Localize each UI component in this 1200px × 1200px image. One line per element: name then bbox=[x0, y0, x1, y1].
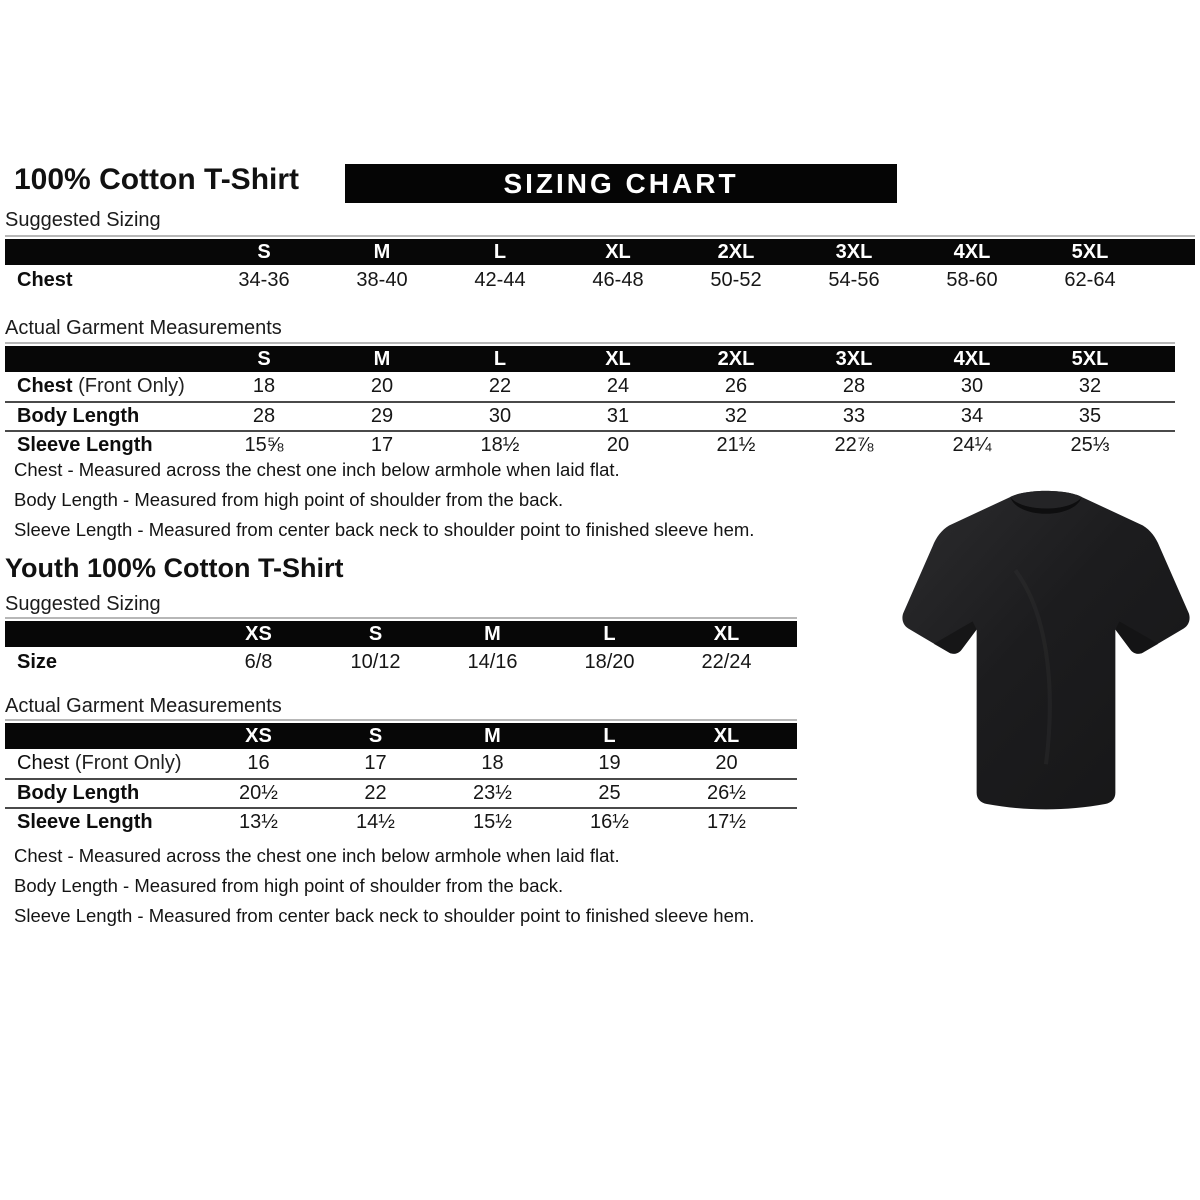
size-column-header: 4XL bbox=[953, 241, 991, 263]
table-cell: 31 bbox=[606, 404, 630, 427]
size-column-header: M bbox=[484, 725, 501, 747]
youth-body-length-row bbox=[5, 780, 797, 806]
size-column-header: S bbox=[257, 348, 271, 370]
table-cell: 30 bbox=[960, 374, 984, 397]
table-top-line bbox=[5, 342, 1175, 344]
table-cell: 24 bbox=[606, 374, 630, 397]
table-cell: 34-36 bbox=[238, 268, 290, 291]
table-cell: 28 bbox=[252, 404, 276, 427]
row-label: Size bbox=[17, 650, 58, 673]
adult-suggested-sizing-label: Suggested Sizing bbox=[5, 209, 161, 231]
table-cell: 35 bbox=[1078, 404, 1102, 427]
row-label: Sleeve Length bbox=[17, 811, 153, 833]
row-label: Chest bbox=[17, 374, 73, 397]
size-column-header: 3XL bbox=[835, 241, 873, 263]
sizing-chart-banner bbox=[345, 164, 897, 203]
table-cell: 24¼ bbox=[952, 434, 992, 456]
table-cell: 18 bbox=[252, 374, 276, 397]
measurement-note: Chest - Measured across the chest one inch below armhole when laid flat. bbox=[14, 845, 620, 866]
table-cell: 19 bbox=[598, 751, 621, 774]
table-cell: 32 bbox=[724, 404, 748, 427]
youth-suggested-header-bar bbox=[5, 621, 797, 647]
row-label: Body Length bbox=[17, 781, 140, 804]
youth-actual-header-row bbox=[5, 723, 797, 749]
table-cell: 18/20 bbox=[584, 650, 635, 673]
table-cell: 13½ bbox=[239, 811, 278, 833]
table-cell: 21½ bbox=[716, 434, 756, 456]
table-cell: 23½ bbox=[473, 781, 512, 804]
youth-suggested-header-row bbox=[5, 621, 797, 647]
size-column-header: S bbox=[368, 623, 383, 645]
table-cell: 42-44 bbox=[474, 268, 526, 291]
table-top-line bbox=[5, 617, 797, 619]
table-cell: 25⅓ bbox=[1070, 434, 1110, 456]
measurement-note: Sleeve Length - Measured from center back neck to shoulder point to finished sleeve hem. bbox=[14, 519, 755, 540]
table-cell: 20 bbox=[370, 374, 394, 397]
table-cell: 22⅞ bbox=[834, 434, 874, 456]
table-top-line bbox=[5, 235, 1195, 237]
adult-actual-header-bar bbox=[5, 346, 1175, 372]
size-column-header: L bbox=[493, 348, 507, 370]
size-column-header: 4XL bbox=[953, 348, 991, 370]
adult-sleeve-length-row bbox=[5, 432, 1175, 459]
adult-actual-header-row bbox=[5, 346, 1175, 372]
measurement-note: Sleeve Length - Measured from center back neck to shoulder point to finished sleeve hem. bbox=[14, 905, 755, 926]
table-cell: 26½ bbox=[707, 781, 746, 804]
table-cell: 14½ bbox=[356, 811, 395, 833]
size-column-header: L bbox=[603, 623, 616, 645]
size-column-header: 5XL bbox=[1071, 348, 1109, 370]
size-column-header: 3XL bbox=[835, 348, 873, 370]
youth-size-row bbox=[5, 648, 797, 676]
row-label-note: (Front Only) bbox=[74, 751, 182, 774]
table-cell: 54-56 bbox=[828, 268, 880, 291]
table-cell: 38-40 bbox=[356, 268, 408, 291]
row-label-note: (Front Only) bbox=[78, 374, 185, 397]
adult-body-length-row bbox=[5, 403, 1175, 429]
size-column-header: L bbox=[493, 241, 507, 263]
measurement-note: Chest - Measured across the chest one inch below armhole when laid flat. bbox=[14, 459, 620, 480]
table-cell: 22 bbox=[364, 781, 387, 804]
table-cell: 33 bbox=[842, 404, 866, 427]
row-label: Chest bbox=[17, 751, 70, 774]
size-column-header: 2XL bbox=[717, 241, 755, 263]
size-column-header: XS bbox=[245, 725, 272, 747]
table-cell: 18 bbox=[481, 751, 504, 774]
table-cell: 15⅝ bbox=[244, 434, 284, 456]
table-cell: 28 bbox=[842, 374, 866, 397]
adult-suggested-header-row bbox=[5, 239, 1195, 265]
tshirt-image bbox=[893, 478, 1199, 826]
adult-chest-range-row bbox=[5, 266, 1195, 294]
table-cell: 20 bbox=[715, 751, 738, 774]
table-cell: 17 bbox=[370, 434, 394, 456]
measurement-note: Body Length - Measured from high point of shoulder from the back. bbox=[14, 489, 564, 510]
adult-suggested-header-bar bbox=[5, 239, 1195, 265]
table-cell: 62-64 bbox=[1064, 268, 1116, 291]
table-cell: 22/24 bbox=[701, 650, 752, 673]
size-column-header: XL bbox=[605, 241, 631, 263]
table-cell: 32 bbox=[1078, 374, 1102, 397]
table-cell: 20 bbox=[606, 434, 630, 456]
table-cell: 14/16 bbox=[467, 650, 518, 673]
size-column-header: XL bbox=[713, 623, 740, 645]
size-column-header: M bbox=[373, 348, 391, 370]
youth-chest-row bbox=[5, 749, 797, 777]
table-cell: 34 bbox=[960, 404, 984, 427]
table-cell: 20½ bbox=[239, 781, 278, 804]
table-cell: 22 bbox=[488, 374, 512, 397]
youth-title: Youth 100% Cotton T-Shirt bbox=[5, 553, 344, 583]
table-cell: 26 bbox=[724, 374, 748, 397]
tshirt-illustration bbox=[893, 478, 1199, 826]
table-cell: 46-48 bbox=[592, 268, 644, 291]
table-top-line bbox=[5, 719, 797, 721]
table-cell: 50-52 bbox=[710, 268, 762, 291]
youth-actual-header-bar bbox=[5, 723, 797, 749]
size-column-header: M bbox=[484, 623, 501, 645]
size-column-header: L bbox=[603, 725, 616, 747]
adult-actual-measurements-label: Actual Garment Measurements bbox=[5, 317, 282, 339]
row-label: Sleeve Length bbox=[17, 434, 153, 456]
table-cell: 10/12 bbox=[350, 650, 401, 673]
size-column-header: S bbox=[368, 725, 383, 747]
youth-actual-measurements-label: Actual Garment Measurements bbox=[5, 695, 282, 717]
sizing-chart-banner-text: SIZING CHART bbox=[503, 167, 739, 199]
size-column-header: XS bbox=[245, 623, 272, 645]
youth-sleeve-length-row bbox=[5, 809, 797, 836]
table-cell: 17 bbox=[364, 751, 387, 774]
size-column-header: XL bbox=[713, 725, 740, 747]
row-label: Chest bbox=[17, 268, 73, 291]
youth-suggested-sizing-label: Suggested Sizing bbox=[5, 593, 161, 615]
row-label: Body Length bbox=[17, 404, 140, 427]
adult-title: 100% Cotton T-Shirt bbox=[14, 163, 300, 196]
size-column-header: 2XL bbox=[717, 348, 755, 370]
table-cell: 15½ bbox=[473, 811, 512, 833]
size-column-header: XL bbox=[605, 348, 631, 370]
table-cell: 18½ bbox=[480, 434, 520, 456]
table-cell: 16 bbox=[247, 751, 270, 774]
table-cell: 29 bbox=[370, 404, 394, 427]
table-cell: 16½ bbox=[590, 811, 629, 833]
size-column-header: 5XL bbox=[1071, 241, 1109, 263]
size-column-header: M bbox=[373, 241, 391, 263]
table-cell: 6/8 bbox=[244, 650, 273, 673]
table-cell: 25 bbox=[598, 781, 621, 804]
table-cell: 17½ bbox=[707, 811, 746, 833]
table-cell: 30 bbox=[488, 404, 512, 427]
table-cell: 58-60 bbox=[946, 268, 998, 291]
size-column-header: S bbox=[257, 241, 271, 263]
measurement-note: Body Length - Measured from high point of shoulder from the back. bbox=[14, 875, 564, 896]
adult-chest-row bbox=[5, 372, 1175, 400]
